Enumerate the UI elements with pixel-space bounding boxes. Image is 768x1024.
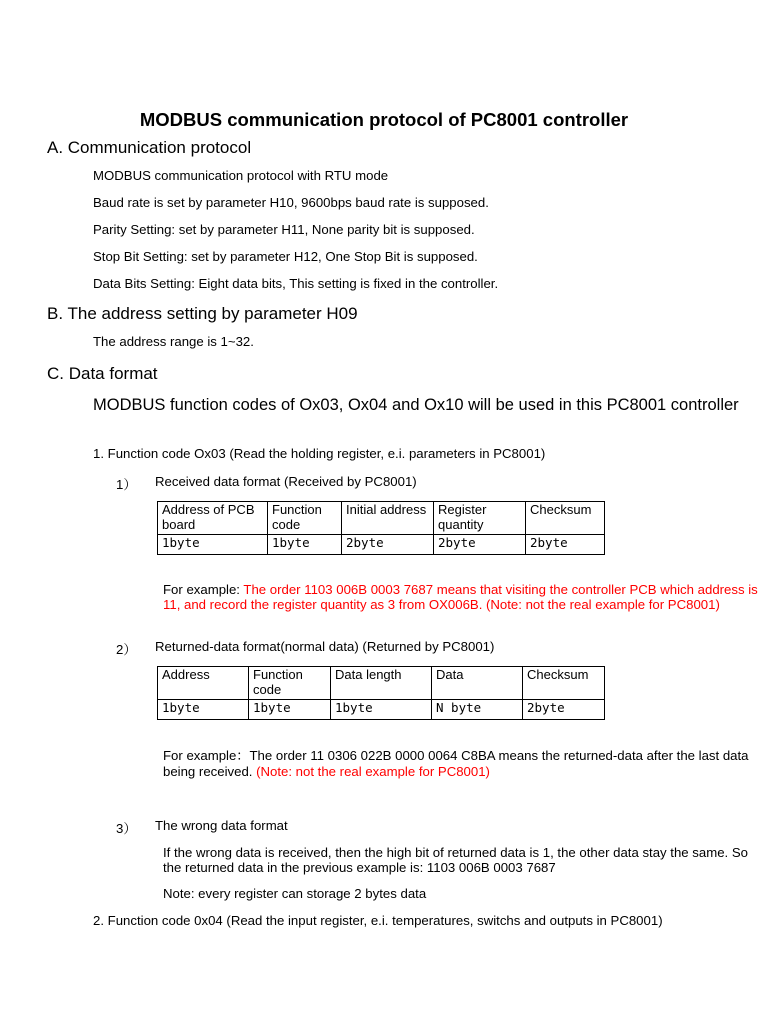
table-cell: 1byte <box>249 700 331 720</box>
list-item-function-code-04: 2. Function code 0x04 (Read the input register, e.i. temperatures, switchs and outputs in PC8001) <box>93 913 663 928</box>
table-header-cell: Function code <box>249 667 331 700</box>
sub-item-label: Received data format (Received by PC8001) <box>155 474 417 489</box>
table-header-cell: Register quantity <box>434 502 526 535</box>
section-a-line: Baud rate is set by parameter H10, 9600bps baud rate is supposed. <box>93 195 489 210</box>
table-cell: 2byte <box>526 535 605 555</box>
example-prefix: For example: <box>163 582 244 597</box>
section-a-heading: A. Communication protocol <box>47 138 252 157</box>
example-received <box>163 582 759 612</box>
sub-item-label: Returned-data format(normal data) (Returned by PC8001) <box>155 639 495 654</box>
page-title: MODBUS communication protocol of PC8001 controller <box>139 109 629 130</box>
table-header-cell: Checksum <box>526 502 605 535</box>
table-cell: 2byte <box>434 535 526 555</box>
wrong-data-description: If the wrong data is received, then the high bit of returned data is 1, the other data stay the same. So the returned data in the previous example is: 1103 006B 0003 7687 <box>163 845 749 875</box>
section-c-intro: MODBUS function codes of Ox03, Ox04 and Ox10 will be used in this PC8001 controller <box>93 396 739 414</box>
table-header-cell: Data length <box>331 667 432 700</box>
table-cell: 1byte <box>158 700 249 720</box>
table-cell: 1byte <box>158 535 268 555</box>
table-header-cell: Address of PCB board <box>158 502 268 535</box>
example-red-text: The order 1103 006B 0003 7687 means that visiting the controller PCB which address is 11, and record the register quantity as 3 from OX006B. (Note: not the real example for PC8001) <box>163 582 758 612</box>
example-returned <box>163 748 759 780</box>
section-b-heading: B. The address setting by parameter H09 <box>47 304 358 323</box>
section-b-line: The address range is 1~32. <box>93 334 254 349</box>
section-a-line: Data Bits Setting: Eight data bits, This setting is fixed in the controller. <box>93 276 499 291</box>
register-note: Note: every register can storage 2 bytes data <box>163 886 427 901</box>
table-header-cell: Address <box>158 667 249 700</box>
table-cell: 1byte <box>331 700 432 720</box>
section-a-line: Stop Bit Setting: set by parameter H12, One Stop Bit is supposed. <box>93 249 478 264</box>
table-cell: 2byte <box>342 535 434 555</box>
table-header-cell: Checksum <box>523 667 605 700</box>
section-a-line: MODBUS communication protocol with RTU mode <box>93 168 389 183</box>
sub-item-marker: 1） <box>116 477 137 492</box>
section-c-heading: C. Data format <box>47 364 158 383</box>
sub-item-marker: 2） <box>116 642 137 657</box>
list-item-function-code-03: 1. Function code Ox03 (Read the holding register, e.i. parameters in PC8001) <box>93 446 546 461</box>
section-a-line: Parity Setting: set by parameter H11, None parity bit is supposed. <box>93 222 475 237</box>
example-black-text: For example：The order 11 0306 022B 0000 0064 C8BA means the returned-data after the last data being received. <box>163 748 749 779</box>
table-cell: N byte <box>432 700 523 720</box>
sub-item-label: The wrong data format <box>155 818 288 833</box>
returned-data-table <box>157 666 605 720</box>
sub-item-marker: 3） <box>116 821 137 836</box>
table-cell: 2byte <box>523 700 605 720</box>
example-red-text: (Note: not the real example for PC8001) <box>256 764 490 779</box>
table-cell: 1byte <box>268 535 342 555</box>
received-data-table <box>157 501 605 555</box>
table-header-cell: Function code <box>268 502 342 535</box>
table-header-cell: Initial address <box>342 502 434 535</box>
table-header-cell: Data <box>432 667 523 700</box>
